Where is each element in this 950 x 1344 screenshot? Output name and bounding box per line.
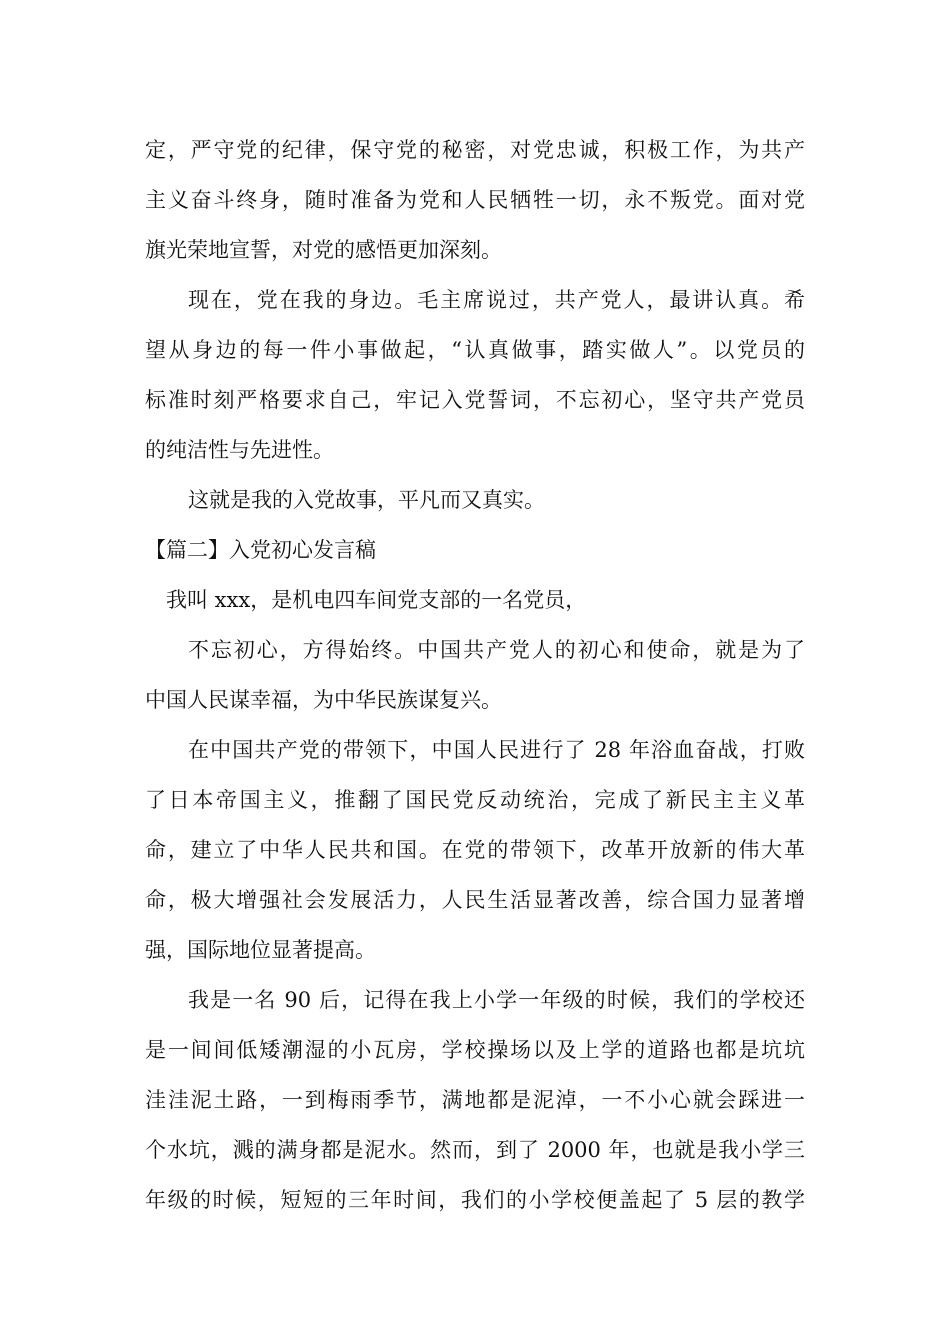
text-line: 是一间间低矮潮湿的小瓦房，学校操场以及上学的道路也都是坑坑 bbox=[145, 1038, 805, 1062]
paragraph-first-line: 在中国共产党的带领下，中国人民进行了 28 年浴血奋战，打败 bbox=[188, 738, 805, 762]
text-line: 个水坑，溅的满身都是泥水。然而，到了 2000 年，也就是我小学三 bbox=[145, 1138, 805, 1162]
paragraph-first-line: 现在，党在我的身边。毛主席说过，共产党人，最讲认真。希 bbox=[188, 288, 805, 312]
text-line: 强，国际地位显著提高。 bbox=[145, 938, 376, 962]
text-line: 定，严守党的纪律，保守党的秘密，对党忠诚，积极工作，为共产 bbox=[145, 138, 805, 162]
text-line: 的纯洁性与先进性。 bbox=[145, 438, 334, 462]
text-line: 中国人民谋幸福，为中华民族谋复兴。 bbox=[145, 688, 502, 712]
text-line: 主义奋斗终身，随时准备为党和人民牺牲一切，永不叛党。面对党 bbox=[145, 188, 805, 212]
text-line: 旗光荣地宣誓，对党的感悟更加深刻。 bbox=[145, 238, 502, 262]
paragraph-first-line: 这就是我的入党故事，平凡而又真实。 bbox=[188, 488, 545, 512]
text-line: 望从身边的每一件小事做起，“认真做事，踏实做人”。以党员的 bbox=[145, 338, 805, 362]
text-line: 命，极大增强社会发展活力，人民生活显著改善，综合国力显著增 bbox=[145, 888, 805, 912]
text-line: 标准时刻严格要求自己，牢记入党誓词，不忘初心，坚守共产党员 bbox=[145, 388, 805, 412]
text-line: 年级的时候，短短的三年时间，我们的小学校便盖起了 5 层的教学 bbox=[145, 1188, 805, 1212]
intro-line: 我叫 xxx，是机电四车间党支部的一名党员， bbox=[166, 588, 587, 612]
text-line: 洼洼泥土路，一到梅雨季节，满地都是泥淖，一不小心就会踩进一 bbox=[145, 1088, 805, 1112]
text-line: 命，建立了中华人民共和国。在党的带领下，改革开放新的伟大革 bbox=[145, 838, 805, 862]
paragraph-first-line: 不忘初心，方得始终。中国共产党人的初心和使命，就是为了 bbox=[188, 638, 805, 662]
text-line: 了日本帝国主义，推翻了国民党反动统治，完成了新民主主义革 bbox=[145, 788, 805, 812]
section-heading: 【篇二】入党初心发言稿 bbox=[145, 538, 376, 562]
paragraph-first-line: 我是一名 90 后，记得在我上小学一年级的时候，我们的学校还 bbox=[188, 988, 805, 1012]
